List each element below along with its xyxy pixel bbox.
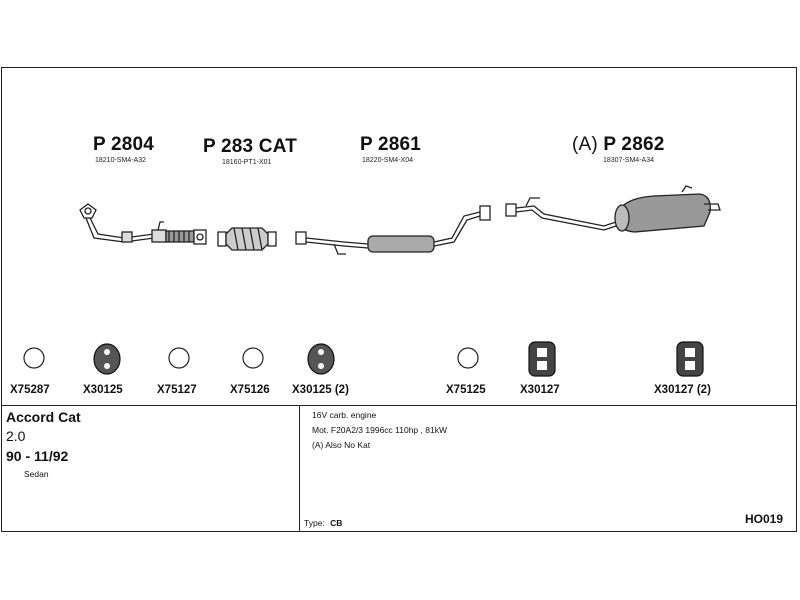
part-ref-rear-silencer: 18307-SM4-A34 bbox=[603, 157, 654, 164]
mount-code-x75287: X75287 bbox=[10, 384, 50, 396]
type-label bbox=[304, 518, 342, 528]
mount-code-x75127: X75127 bbox=[157, 384, 197, 396]
part-number-middle-silencer: P 2861 bbox=[360, 134, 422, 155]
note-line-3: (A) Also No Kat bbox=[312, 440, 371, 450]
ring-mount-icon bbox=[22, 346, 46, 370]
type-value: CB bbox=[330, 518, 343, 528]
diagram-code: HO019 bbox=[745, 512, 784, 526]
part-ref-catalyst: 18160-PT1-X01 bbox=[222, 159, 272, 166]
part-ref-middle-silencer: 18220-SM4-X04 bbox=[362, 157, 413, 164]
note-line-2: Mot. F20A2/3 1996cc 110hp , 81kW bbox=[312, 425, 447, 435]
vehicle-model: Accord Cat bbox=[6, 409, 81, 425]
info-divider bbox=[1, 405, 797, 406]
engine-size: 2.0 bbox=[6, 428, 26, 444]
h-hanger-icon bbox=[527, 340, 557, 378]
mount-code-x75126: X75126 bbox=[230, 384, 270, 396]
mount-code-x30127: X30127 bbox=[520, 384, 560, 396]
part-ref-front-pipe: 18210-SM4-A32 bbox=[95, 157, 146, 164]
mount-code-x30125: X30125 bbox=[83, 384, 123, 396]
catalytic-converter-icon bbox=[216, 222, 278, 256]
rubber-hanger-icon bbox=[92, 342, 122, 376]
production-years: 90 - 11/92 bbox=[6, 448, 69, 464]
mount-code-x30125-2: X30125 (2) bbox=[292, 384, 349, 396]
middle-silencer-icon bbox=[294, 200, 496, 262]
h-hanger-icon bbox=[675, 340, 705, 378]
info-column-divider bbox=[299, 405, 300, 532]
note-line-1: 16V carb. engine bbox=[312, 410, 377, 420]
ring-mount-icon bbox=[456, 346, 480, 370]
part-number-rear-silencer: (A) P 2862 bbox=[572, 134, 665, 155]
mount-code-x75125: X75125 bbox=[446, 384, 486, 396]
ring-mount-icon bbox=[167, 346, 191, 370]
rear-silencer-icon bbox=[504, 184, 726, 240]
rubber-hanger-icon bbox=[306, 342, 336, 376]
body-type: Sedan bbox=[24, 469, 49, 479]
ring-mount-icon bbox=[241, 346, 265, 370]
part-number-catalyst: P 283 CAT bbox=[203, 136, 298, 157]
mount-code-x30127-2: X30127 (2) bbox=[654, 384, 711, 396]
type-label-text: Type: bbox=[304, 518, 325, 528]
front-pipe-icon bbox=[74, 200, 214, 260]
part-number-front-pipe: P 2804 bbox=[93, 134, 155, 155]
